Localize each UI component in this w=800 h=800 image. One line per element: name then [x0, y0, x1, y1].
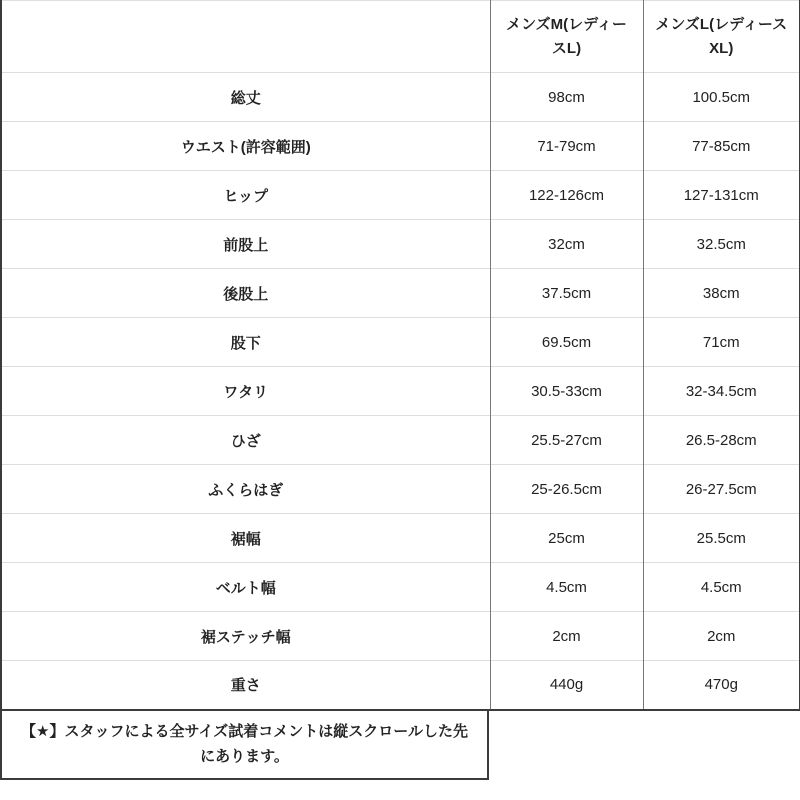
mens-l-value: 32.5cm [643, 220, 800, 269]
table-row [1, 122, 800, 171]
mens-l-value: 100.5cm [643, 73, 800, 122]
mens-m-value: 4.5cm [490, 563, 643, 612]
table-row [1, 563, 800, 612]
measurement-label: ふくらはぎ [1, 465, 490, 514]
table-row [1, 514, 800, 563]
mens-m-value: 122-126cm [490, 171, 643, 220]
table-row [1, 465, 800, 514]
measurement-label: ベルト幅 [1, 563, 490, 612]
table-body [1, 73, 800, 710]
mens-l-value: 71cm [643, 318, 800, 367]
measurement-label: 後股上 [1, 269, 490, 318]
table-row [1, 661, 800, 710]
measurement-label: 総丈 [1, 73, 490, 122]
header-row [1, 1, 800, 73]
mens-l-value: 2cm [643, 612, 800, 661]
mens-l-value: 32-34.5cm [643, 367, 800, 416]
table-row [1, 367, 800, 416]
table-row [1, 220, 800, 269]
mens-l-value: 26.5-28cm [643, 416, 800, 465]
header-empty-cell [1, 1, 490, 73]
measurement-label: ヒップ [1, 171, 490, 220]
header-size-mens-m: メンズM(レディースL) [490, 1, 643, 73]
measurement-label: 前股上 [1, 220, 490, 269]
measurement-label: ひざ [1, 416, 490, 465]
mens-m-value: 69.5cm [490, 318, 643, 367]
table-row [1, 318, 800, 367]
mens-m-value: 71-79cm [490, 122, 643, 171]
mens-m-value: 37.5cm [490, 269, 643, 318]
mens-l-value: 470g [643, 661, 800, 710]
footnote: 【★】スタッフによる全サイズ試着コメントは縦スクロールした先にあります。 [0, 711, 489, 780]
measurement-label: ウエスト(許容範囲) [1, 122, 490, 171]
mens-m-value: 30.5-33cm [490, 367, 643, 416]
mens-m-value: 25.5-27cm [490, 416, 643, 465]
mens-l-value: 26-27.5cm [643, 465, 800, 514]
mens-l-value: 38cm [643, 269, 800, 318]
table-row [1, 416, 800, 465]
measurement-label: 裾幅 [1, 514, 490, 563]
measurement-label: ワタリ [1, 367, 490, 416]
mens-l-value: 127-131cm [643, 171, 800, 220]
mens-l-value: 77-85cm [643, 122, 800, 171]
header-size-mens-l: メンズL(レディースXL) [643, 1, 800, 73]
mens-l-value: 25.5cm [643, 514, 800, 563]
mens-m-value: 32cm [490, 220, 643, 269]
table-row [1, 269, 800, 318]
measurement-label: 股下 [1, 318, 490, 367]
measurement-label: 裾ステッチ幅 [1, 612, 490, 661]
mens-m-value: 98cm [490, 73, 643, 122]
table-row [1, 73, 800, 122]
mens-m-value: 440g [490, 661, 643, 710]
mens-m-value: 25-26.5cm [490, 465, 643, 514]
measurement-label: 重さ [1, 661, 490, 710]
mens-m-value: 2cm [490, 612, 643, 661]
mens-l-value: 4.5cm [643, 563, 800, 612]
table-row [1, 171, 800, 220]
mens-m-value: 25cm [490, 514, 643, 563]
table-row [1, 612, 800, 661]
